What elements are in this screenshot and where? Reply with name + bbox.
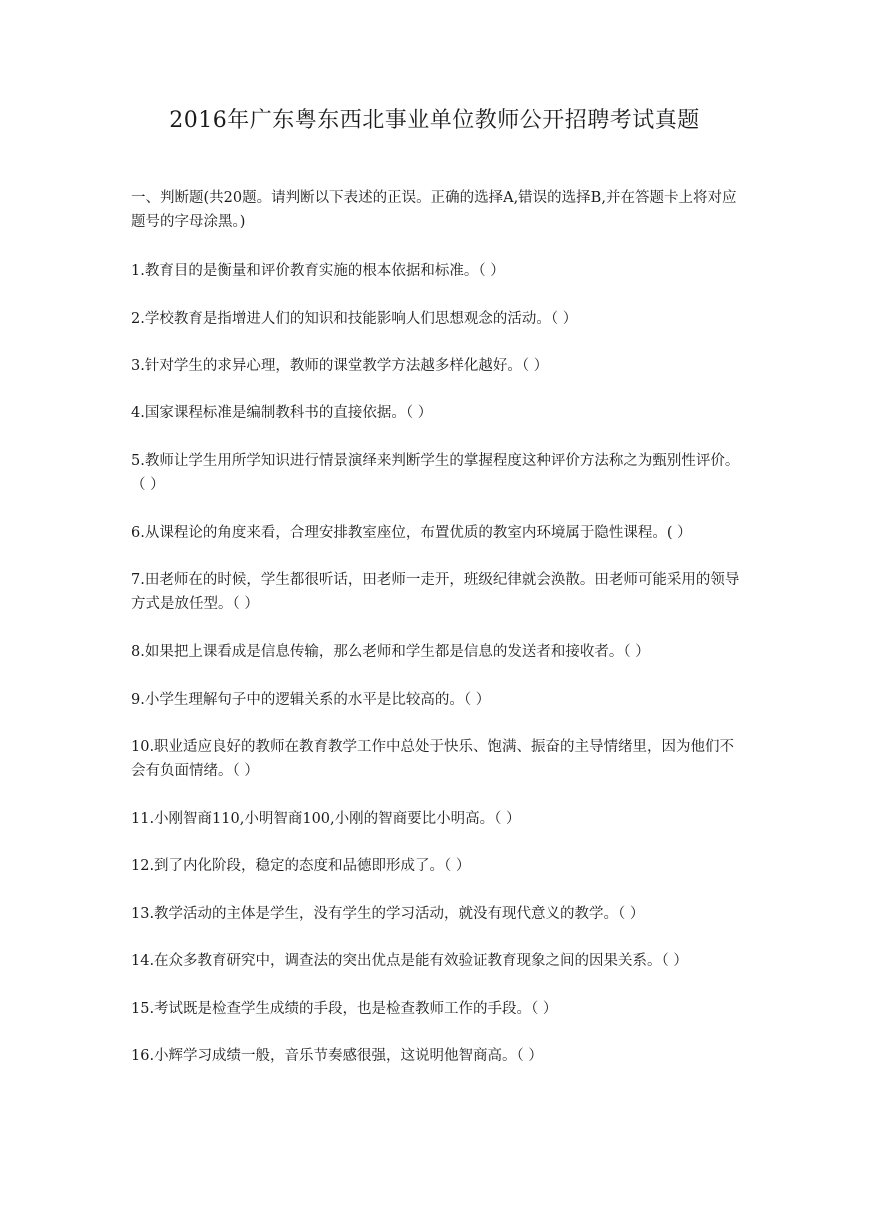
- question-1: 1.教育目的是衡量和评价教育实施的根本依据和标准。（ ）: [131, 263, 505, 279]
- question-11: 11.小刚智商110,小明智商100,小刚的智商要比小明高。（ ）: [131, 811, 521, 827]
- question-8: 8.如果把上课看成是信息传输，那么老师和学生都是信息的发送者和接收者。（ ）: [131, 644, 650, 660]
- question-5: 5.教师让学生用所学知识进行情景演绎来判断学生的掌握程度这种评价方法称之为甄别性评价。（ ）: [131, 453, 740, 493]
- question-2: 2.学校教育是指增进人们的知识和技能影响人们思想观念的活动。（ ）: [131, 311, 578, 327]
- question-9: 9.小学生理解句子中的逻辑关系的水平是比较高的。（ ）: [131, 692, 491, 708]
- question-14: 14.在众多教育研究中，调查法的突出优点是能有效验证教育现象之间的因果关系。（ ）: [131, 953, 688, 969]
- question-12: 12.到了内化阶段，稳定的态度和品德即形成了。（ ）: [131, 858, 471, 874]
- page-title: 2016年广东粤东西北事业单位教师公开招聘考试真题: [169, 108, 700, 133]
- question-6: 6.从课程论的角度来看，合理安排教室座位，布置优质的教室内环境属于隐性课程。( ）: [131, 525, 692, 541]
- section-header: 一、判断题(共20题。请判断以下表述的正误。正确的选择A,错误的选择B,并在答题卡上将对应题号的字母涂黑。): [131, 190, 737, 230]
- question-16: 16.小辉学习成绩一般，音乐节奏感很强，这说明他智商高。（ ）: [131, 1048, 543, 1064]
- question-15: 15.考试既是检查学生成绩的手段，也是检查教师工作的手段。（ ）: [131, 1001, 558, 1017]
- question-7: 7.田老师在的时候，学生都很听话，田老师一走开，班级纪律就会涣散。田老师可能采用的领导方式是放任型。（ ）: [131, 572, 740, 612]
- question-13: 13.教学活动的主体是学生，没有学生的学习活动，就没有现代意义的教学。（ ）: [131, 906, 645, 922]
- question-10: 10.职业适应良好的教师在教育教学工作中总处于快乐、饱满、振奋的主导情绪里，因为他们不会有负面情绪。（ ）: [131, 739, 735, 779]
- question-4: 4.国家课程标准是编制教科书的直接依据。（ ）: [131, 405, 433, 421]
- question-3: 3.针对学生的求异心理，教师的课堂教学方法越多样化越好。（ ）: [131, 358, 549, 374]
